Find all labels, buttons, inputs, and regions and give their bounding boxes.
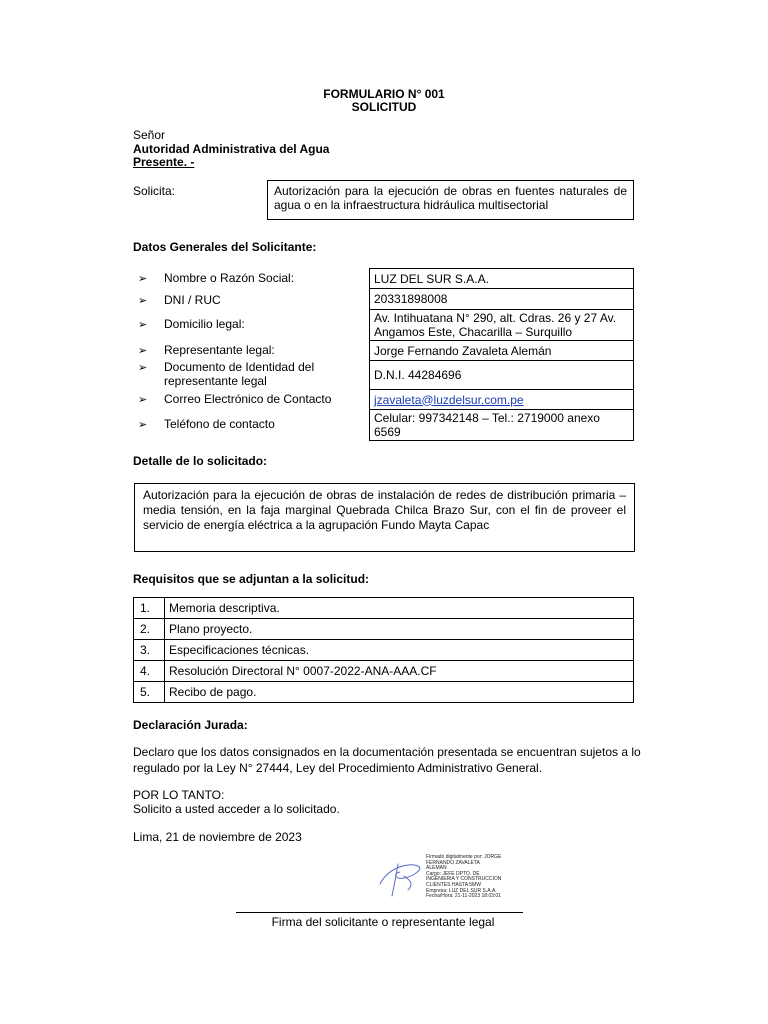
declaration-line-1: Declaro que los datos consignados en la documentación presentada se encuentran sujetos a lo bbox=[133, 745, 641, 759]
applicant-label-phone: ➢ Teléfono de contacto bbox=[138, 417, 275, 431]
applicant-label-address: ➢ Domicilio legal: bbox=[138, 317, 245, 331]
requirement-row: 5. Recibo de pago. bbox=[134, 682, 634, 703]
place-date: Lima, 21 de noviembre de 2023 bbox=[133, 830, 302, 844]
applicant-value-representative: Jorge Fernando Zavaleta Alemán bbox=[370, 341, 634, 361]
applicant-value-name: LUZ DEL SUR S.A.A. bbox=[370, 269, 634, 289]
applicant-value-ruc: 20331898008 bbox=[370, 289, 634, 310]
applicant-label-name: ➢ Nombre o Razón Social: bbox=[138, 271, 295, 285]
applicant-value-email bbox=[370, 390, 634, 410]
arrow-bullet-icon: ➢ bbox=[138, 319, 148, 331]
detail-box bbox=[134, 483, 635, 552]
email-link[interactable]: jzavaleta@luzdelsur.com.pe bbox=[374, 392, 524, 407]
applicant-value-phone: Celular: 997342148 – Tel.: 2719000 anexo 6569 bbox=[370, 410, 634, 441]
requirement-row: 2. Plano proyecto. bbox=[134, 619, 634, 640]
request-label: Solicita: bbox=[133, 184, 176, 198]
arrow-bullet-icon: ➢ bbox=[138, 362, 148, 374]
arrow-bullet-icon: ➢ bbox=[138, 394, 148, 406]
declaration-line-2: regulado por la Ley N° 27444, Ley del Procedimiento Administrativo General. bbox=[133, 761, 543, 775]
form-number: FORMULARIO N° 001 bbox=[323, 87, 445, 101]
presente: Presente. - bbox=[133, 155, 195, 169]
applicant-label-email: ➢ Correo Electrónico de Contacto bbox=[138, 392, 332, 406]
requirements-heading: Requisitos que se adjuntan a la solicitud: bbox=[133, 572, 370, 586]
requirement-row: 4. Resolución Directoral N° 0007-2022-ANA-AAA.CF bbox=[134, 661, 634, 682]
applicant-heading: Datos Generales del Solicitante: bbox=[133, 240, 317, 254]
applicant-value-address: Av. Intihuatana N° 290, alt. Cdras. 26 y 27 Av. Angamos Este, Chacarilla – Surquillo bbox=[370, 310, 634, 341]
requirement-row: 3. Especificaciones técnicas. bbox=[134, 640, 634, 661]
arrow-bullet-icon: ➢ bbox=[138, 345, 148, 357]
requirements-table bbox=[133, 597, 634, 703]
requirement-row: 1. Memoria descriptiva. bbox=[134, 598, 634, 619]
applicant-value-id-document: D.N.I. 44284696 bbox=[370, 361, 634, 390]
signature-caption: Firma del solicitante o representante legal bbox=[271, 915, 495, 929]
arrow-bullet-icon: ➢ bbox=[138, 295, 148, 307]
digital-signature-stamp: Firmado digitalmente por: JORGE FERNANDO ZAVALETA ALEMAN Cargo: JEFE DPTO. DE INGENIERIA Y CONSTRUCCION CLIENTES HASTA 5MW Empresa: LUZ DEL SUR S.A.A. Fecha/Hora: 21-11-2023 18:03:01 bbox=[426, 854, 502, 900]
signature-scribble-icon bbox=[374, 854, 426, 900]
signature-line bbox=[236, 912, 523, 913]
arrow-bullet-icon: ➢ bbox=[138, 273, 148, 285]
request-text: Autorización para la ejecución de obras en fuentes naturales de agua o en la infraestructura hidráulica multisectorial bbox=[274, 184, 627, 212]
applicant-values-table bbox=[369, 268, 634, 441]
request-box bbox=[267, 180, 634, 220]
applicant-label-ruc: ➢ DNI / RUC bbox=[138, 293, 221, 307]
declaration-heading: Declaración Jurada: bbox=[133, 718, 248, 732]
detail-text: Autorización para la ejecución de obras de instalación de redes de distribución primaria – media tensión, en la faja marginal Quebrada Chilca Brazo Sur, con el fin de proveer el servicio de energía eléctrica a la agrupación Fundo Mayta Capac bbox=[143, 488, 626, 532]
authority-name: Autoridad Administrativa del Agua bbox=[133, 142, 330, 156]
applicant-label-id-document: ➢ Documento de Identidad del representante legal bbox=[138, 360, 315, 388]
solicito-line: Solicito a usted acceder a lo solicitado. bbox=[133, 802, 340, 816]
applicant-label-representative: ➢ Representante legal: bbox=[138, 343, 275, 357]
por-lo-tanto: POR LO TANTO: bbox=[133, 788, 225, 802]
arrow-bullet-icon: ➢ bbox=[138, 419, 148, 431]
detail-heading: Detalle de lo solicitado: bbox=[133, 454, 268, 468]
form-type: SOLICITUD bbox=[351, 100, 417, 114]
salutation: Señor bbox=[133, 128, 166, 142]
